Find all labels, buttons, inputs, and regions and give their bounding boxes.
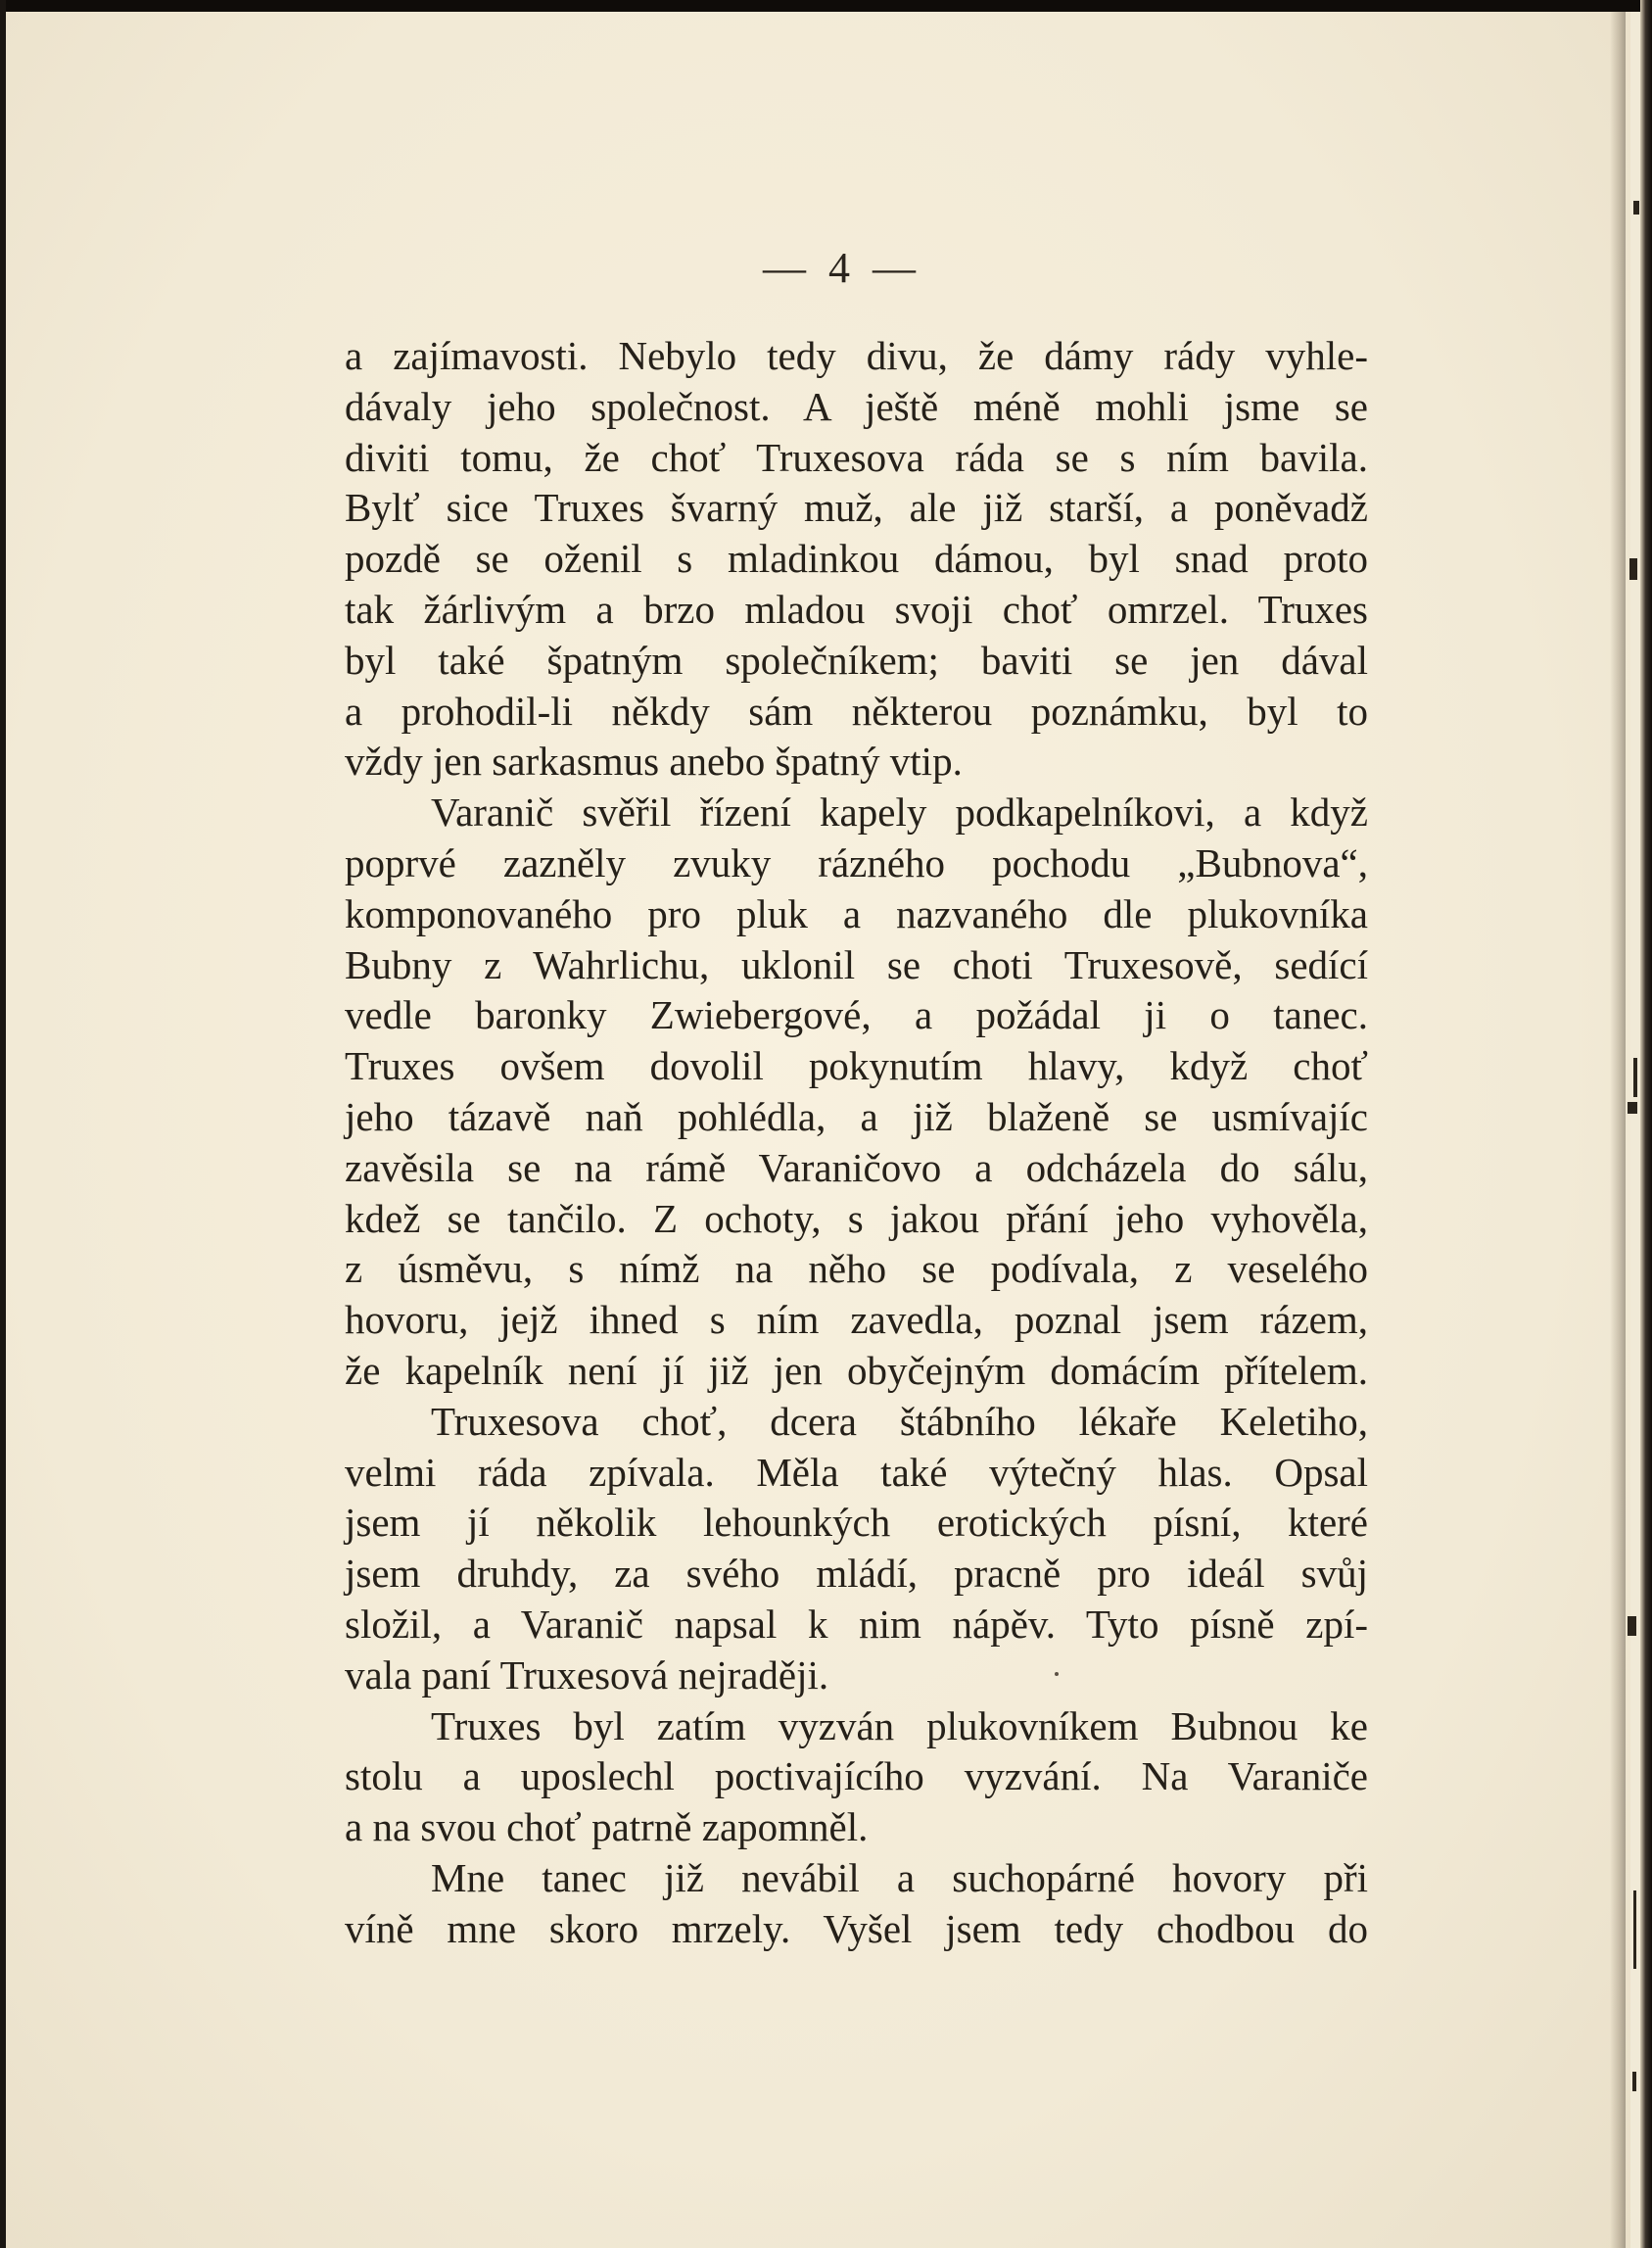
binding-mark — [1628, 1102, 1637, 1114]
text-line: a na svou choť patrně zapomněl. — [345, 1804, 869, 1850]
text-line: že kapelník není jí již jen obyčejným domácím přítelem. — [345, 1347, 1368, 1393]
text-line: diviti tomu, že choť Truxesova ráda se s ním bavila. — [345, 434, 1368, 480]
binding-mark — [1633, 201, 1639, 215]
text-line: Bylť sice Truxes švarný muž, ale již starší, a poněvadž — [345, 485, 1368, 531]
scan-edge-top — [0, 0, 1652, 12]
scan-edge-right — [1640, 0, 1652, 2248]
text-line: z úsměvu, s nímž na něho se podívala, z veselého — [345, 1246, 1368, 1292]
text-line: Bubny z Wahrlichu, uklonil se choti Truxesově, sedící — [345, 941, 1368, 987]
text-line: byl také špatným společníkem; baviti se jen dával — [345, 637, 1368, 683]
text-line: složil, a Varanič napsal k nim nápěv. Tyto písně zpí- — [345, 1601, 1368, 1647]
text-line: komponovaného pro pluk a nazvaného dle plukovníka — [345, 890, 1368, 936]
scan-edge-left — [0, 0, 6, 2248]
text-line: jsem druhdy, za svého mládí, pracně pro ideál svůj — [345, 1551, 1368, 1597]
binding-mark — [1632, 2072, 1636, 2091]
text-line: jsem jí několik lehounkých erotických písní, které — [345, 1500, 1368, 1546]
text-line: Truxes byl zatím vyzván plukovníkem Bubnou ke — [431, 1702, 1368, 1748]
text-line: zavěsila se na rámě Varaničovo a odcházela do sálu, — [345, 1144, 1368, 1190]
text-line: Mne tanec již nevábil a suchopárné hovory při — [431, 1854, 1368, 1900]
ink-speck — [1055, 1672, 1059, 1676]
binding-mark — [1633, 1058, 1637, 1097]
text-line: jeho tázavě naň pohlédla, a již blaženě se usmívajíc — [345, 1093, 1368, 1139]
text-line: Varanič svěřil řízení kapely podkapelníkovi, a když — [431, 789, 1368, 836]
binding-mark — [1629, 558, 1637, 580]
text-line: hovoru, jejž ihned s ním zavedla, poznal jsem rázem, — [345, 1297, 1368, 1343]
text-line: Truxes ovšem dovolil pokynutím hlavy, když choť — [345, 1043, 1368, 1089]
page-body-text — [345, 331, 1368, 1955]
text-line: kdež se tančilo. Z ochoty, s jakou přání jeho vyhověla, — [345, 1195, 1368, 1241]
page-number: — 4 — — [763, 244, 921, 292]
text-line: stolu a uposlechl poctivajícího vyzvání. Na Varaniče — [345, 1753, 1368, 1799]
text-line: poprvé zazněly zvuky rázného pochodu „Bubnova“, — [345, 839, 1368, 885]
text-line: Truxesova choť, dcera štábního lékaře Keletiho, — [431, 1398, 1368, 1444]
text-line: víně mne skoro mrzely. Vyšel jsem tedy chodbou do — [345, 1905, 1368, 1951]
page-fold-shadow — [1610, 12, 1626, 2248]
text-line: velmi ráda zpívala. Měla také výtečný hlas. Opsal — [345, 1449, 1368, 1495]
binding-mark — [1628, 1616, 1636, 1636]
binding-mark — [1633, 1890, 1636, 1969]
text-line: dávaly jeho společnost. A ještě méně mohli jsme se — [345, 383, 1368, 429]
text-line: vedle baronky Zwiebergové, a požádal ji o tanec. — [345, 992, 1368, 1038]
text-line: vala paní Truxesová nejraději. — [345, 1651, 829, 1698]
text-line: tak žárlivým a brzo mladou svoji choť omrzel. Truxes — [345, 586, 1368, 632]
text-line: a zajímavosti. Nebylo tedy divu, že dámy rády vyhle- — [345, 333, 1368, 378]
text-line: pozdě se oženil s mladinkou dámou, byl snad proto — [345, 536, 1368, 582]
text-line: a prohodil-li někdy sám některou poznámku, byl to — [345, 688, 1368, 734]
text-line: vždy jen sarkasmus anebo špatný vtip. — [345, 739, 963, 785]
